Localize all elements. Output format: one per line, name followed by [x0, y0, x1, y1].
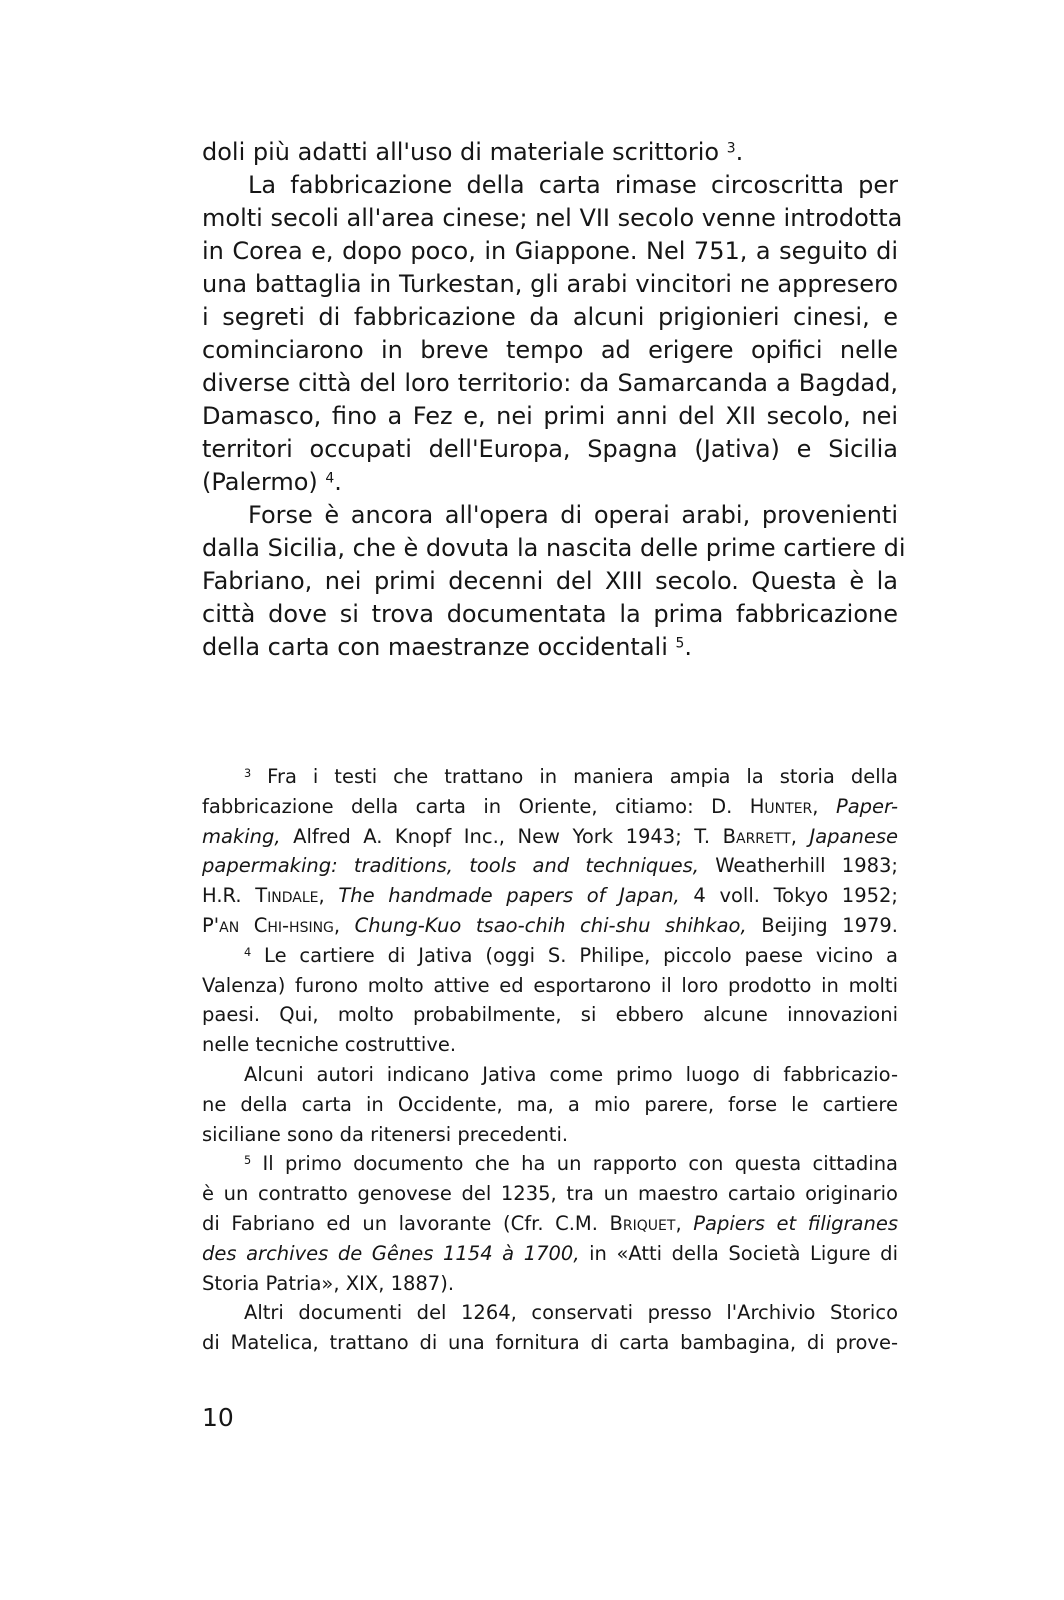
- author-name: Tindale: [255, 884, 319, 908]
- text-line: dalla Sicilia, che è dovuta la nascita delle prime cartiere di: [202, 534, 906, 562]
- author-name: P'an Chi-hsing: [202, 913, 334, 937]
- footnote-5-line: Storia Patria», XIX, 1887).: [202, 1271, 455, 1295]
- book-title: The handmade papers of Japan,: [338, 884, 680, 908]
- footnote-5-line: $^5$ Il primo documento che ha un rapporto con questa cittadina: [244, 1152, 898, 1176]
- footnote-5-line: di Fabriano ed un lavorante (Cfr. C.M. Briquet, Papiers et filigranes: [202, 1211, 899, 1235]
- footnote-3-line: H.R. Tindale, The handmade papers of Japan, 4 voll. Tokyo 1952;: [202, 884, 899, 908]
- text-line: città dove si trova documentata la prima fabbricazione: [202, 600, 898, 628]
- book-title: Chung-Kuo tsao-chih chi-shu shihkao,: [354, 913, 747, 937]
- text-line: La fabbricazione della carta rimase circoscritta per: [248, 171, 898, 199]
- text-line: Damasco, fino a Fez e, nei primi anni del XII secolo, nei: [202, 402, 898, 430]
- text-line: in Corea e, dopo poco, in Giappone. Nel 751, a seguito di: [202, 237, 898, 265]
- text-line: Fabriano, nei primi decenni del XIII secolo. Questa è la: [202, 567, 898, 595]
- text-line: Forse è ancora all'opera di operai arabi, provenienti: [248, 501, 898, 529]
- text-line: una battaglia in Turkestan, gli arabi vincitori ne appresero: [202, 270, 898, 298]
- footnotes: [202, 762, 898, 1358]
- text-line: i segreti di fabbricazione da alcuni prigionieri cinesi, e: [202, 303, 898, 331]
- book-title: papermaking: traditions, tools and techniques,: [202, 854, 699, 878]
- book-title: Paper-: [835, 794, 899, 818]
- text-line: (Palermo) $^4$.: [202, 468, 342, 496]
- footnote-3-line: P'an Chi-hsing, Chung-Kuo tsao-chih chi-shu shihkao, Beijing 1979.: [202, 913, 898, 937]
- text-line: della carta con maestranze occidentali $^5$.: [202, 633, 692, 661]
- footnote-5-line: è un contratto genovese del 1235, tra un maestro cartaio originario: [202, 1182, 898, 1206]
- text-line: molti secoli all'area cinese; nel VII secolo venne introdotta: [202, 204, 903, 232]
- footnote-5-line: di Matelica, trattano di una fornitura di carta bambagina, di prove-: [202, 1331, 898, 1355]
- footnote-5-line: des archives de Gênes 1154 à 1700, in «Atti della Società Ligure di: [202, 1241, 898, 1265]
- author-name: Hunter: [749, 794, 813, 818]
- page-number: 10: [202, 1403, 234, 1432]
- footnote-4-line: nelle tecniche costruttive.: [202, 1033, 457, 1057]
- footnote-4-line: Alcuni autori indicano Jativa come primo luogo di fabbricazio-: [244, 1062, 898, 1086]
- author-name: Barrett: [722, 824, 791, 848]
- book-title: des archives de Gênes 1154 à 1700,: [202, 1241, 580, 1265]
- footnote-4-line: $^4$ Le cartiere di Jativa (oggi S. Philipe, piccolo paese vicino a: [244, 943, 899, 967]
- main-text: [202, 136, 906, 664]
- text-line: cominciarono in breve tempo ad erigere opifici nelle: [202, 336, 898, 364]
- footnote-number: 5: [244, 1154, 252, 1168]
- footnote-5-line: Altri documenti del 1264, conservati presso l'Archivio Storico: [244, 1301, 898, 1325]
- footnote-3-line: making, Alfred A. Knopf Inc., New York 1943; T. Barrett, Japanese: [202, 824, 898, 848]
- text-line: territori occupati dell'Europa, Spagna (Jativa) e Sicilia: [202, 435, 898, 463]
- book-title: Papiers et filigranes: [693, 1211, 899, 1235]
- footnote-number: 3: [244, 766, 252, 780]
- footnote-4-line: paesi. Qui, molto probabilmente, si ebbero alcune innovazioni: [202, 1003, 898, 1027]
- footnote-4-line: Valenza) furono molto attive ed esportarono il loro prodotto in molti: [202, 973, 898, 997]
- footnote-number: 4: [244, 945, 252, 959]
- author-name: Briquet: [609, 1211, 676, 1235]
- text-line: doli più adatti all'uso di materiale scrittorio $^3$.: [202, 138, 744, 166]
- footnote-4-line: siciliane sono da ritenersi precedenti.: [202, 1122, 569, 1146]
- footnote-ref[interactable]: 4: [325, 470, 335, 487]
- footnote-3-line: papermaking: traditions, tools and techniques, Weatherhill 1983;: [202, 854, 898, 878]
- footnote-3-line: fabbricazione della carta in Oriente, citiamo: D. Hunter, Paper-: [202, 794, 899, 818]
- footnote-4-line: ne della carta in Occidente, ma, a mio parere, forse le cartiere: [202, 1092, 898, 1116]
- footnote-ref[interactable]: 5: [675, 635, 685, 652]
- footnote-ref[interactable]: 3: [726, 140, 736, 157]
- book-title: Japanese: [809, 824, 898, 848]
- footnote-3-line: $^3$ Fra i testi che trattano in maniera ampia la storia della: [244, 765, 898, 788]
- text-line: diverse città del loro territorio: da Samarcanda a Bagdad,: [202, 369, 898, 397]
